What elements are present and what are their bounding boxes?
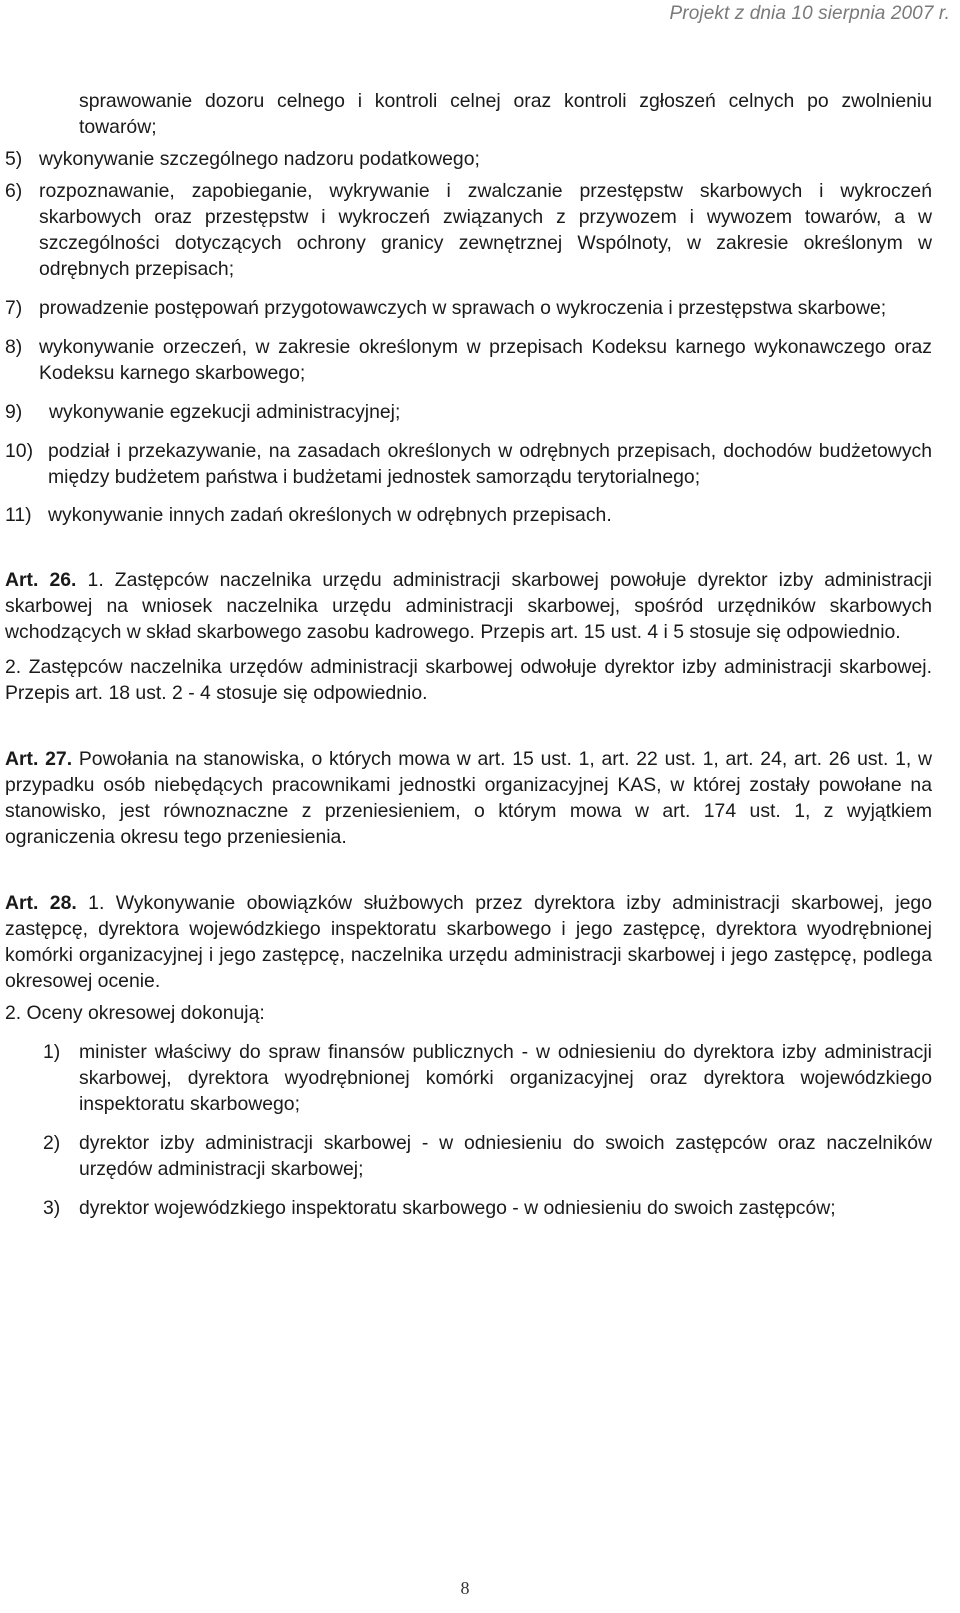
list-item [5,146,932,172]
paragraph-text: Powołania na stanowiska, o których mowa w art. 15 ust. 1, art. 22 ust. 1, art. 24, art. 26 ust. 1, w przypadku osób niebędących pracownikami jednostki organizacyjnej KAS, w której zostały powołane na stanowisko, jest równoznaczne z przeniesieniem, o którym mowa w art. 174 ust. 1, z wyjątkiem ograniczenia okresu tego przeniesienia. [5,748,933,848]
list-item-text: minister właściwy do spraw finansów publicznych - w odniesieniu do dyrektora izby administracji skarbowej, dyrektora wyodrębnionej komórki organizacyjnej oraz dyrektora wojewódzkiego inspektoratu skarbowego; [79,1041,932,1115]
article-heading: Art. 28. [5,892,77,914]
list-item [5,502,932,528]
list-item-number: 10) [5,440,34,462]
document-header: Projekt z dnia 10 sierpnia 2007 r. [669,3,950,24]
article-heading: Art. 27. [5,748,73,770]
list-item [5,295,932,321]
list-item-text: rozpoznawanie, zapobieganie, wykrywanie i zwalczanie przestępstw skarbowych i wykroczeń skarbowych oraz przestępstw i wykroczeń związanych z przywozem i wywozem towarów, a w szczególności dotyczących ochrony granicy zewnętrznej Wspólnoty, w zakresie określonym w odrębnych przepisach; [39,180,932,280]
list-item-number: 2) [43,1132,61,1154]
list-item-text: podział i przekazywanie, na zasadach określonych w odrębnych przepisach, dochodów budżetowych między budżetem państwa i budżetami jednostek samorządu terytorialnego; [48,440,932,488]
list-item [5,178,932,282]
list-item [5,1130,932,1182]
list-item-text: prowadzenie postępowań przygotowawczych w sprawach o wykroczenia i przestępstwa skarbowe; [39,297,887,319]
list-item-number: 1) [43,1041,61,1063]
paragraph-text: 1. Zastępców naczelnika urzędu administracji skarbowej powołuje dyrektor izby administracji skarbowej na wniosek naczelnika urzędu administracji skarbowej, spośród urzędników skarbowych wchodzących w skład skarbowego zasobu kadrowego. Przepis art. 15 ust. 4 i 5 stosuje się odpowiednio. [5,569,932,643]
list-item-number: 6) [5,180,23,202]
list-item [5,399,932,425]
list-item [5,438,932,490]
continued-item: sprawowanie dozoru celnego i kontroli celnej oraz kontroli zgłoszeń celnych po zwolnieniu towarów; [79,90,932,138]
article-26-paragraph-1 [5,567,932,645]
list-item-number: 11) [5,504,32,526]
list-item-number: 3) [43,1197,61,1219]
article-26-paragraph-2: 2. Zastępców naczelnika urzędów administracji skarbowej odwołuje dyrektor izby administracji skarbowej. Przepis art. 18 ust. 2 - 4 stosuje się odpowiednio. [5,656,932,704]
article-heading: Art. 26. [5,569,77,591]
list-item-text: wykonywanie egzekucji administracyjnej; [49,401,401,423]
document-body [5,88,932,1221]
list-item-number: 9) [5,401,23,423]
list-item-text: dyrektor wojewódzkiego inspektoratu skarbowego - w odniesieniu do swoich zastępców; [79,1197,836,1219]
list-item-number: 5) [5,148,23,170]
paragraph-text: 1. Wykonywanie obowiązków służbowych przez dyrektora izby administracji skarbowej, jego zastępcę, dyrektora wojewódzkiego inspektoratu skarbowego i jego zastępcę, dyrektora wyodrębnionej komórki organizacyjnej i jego zastępcę, naczelnika urzędu administracji skarbowej i jego zastępcę, podlega okresowej ocenie. [5,892,932,992]
article-28-paragraph-2: 2. Oceny okresowej dokonują: [5,1002,265,1024]
list-item-text: wykonywanie orzeczeń, w zakresie określonym w przepisach Kodeksu karnego wykonawczego oraz Kodeksu karnego skarbowego; [39,336,932,384]
article-28-paragraph-1 [5,890,932,994]
list-item-text: wykonywanie szczególnego nadzoru podatkowego; [39,148,480,170]
list-item-text: wykonywanie innych zadań określonych w odrębnych przepisach. [48,504,612,526]
list-item-number: 8) [5,336,23,358]
list-item [5,1039,932,1117]
page-number: 8 [460,1578,470,1598]
list-item-number: 7) [5,297,23,319]
article-27-paragraph [5,746,932,850]
list-item [5,1195,932,1221]
list-item [5,334,932,386]
list-item-text: dyrektor izby administracji skarbowej - w odniesieniu do swoich zastępców oraz naczelników urzędów administracji skarbowej; [79,1132,932,1180]
